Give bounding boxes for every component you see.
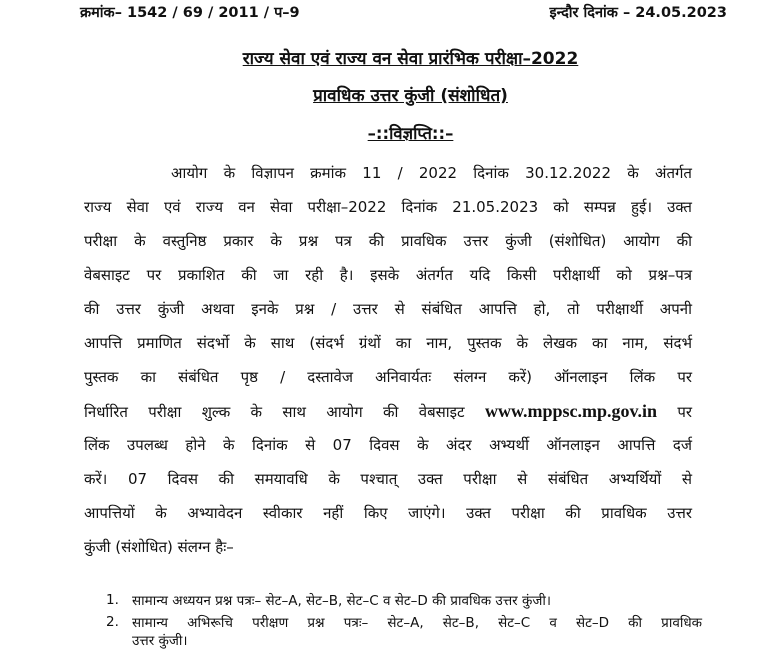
- place-date: इन्दौर दिनांक – 24.05.2023: [549, 5, 727, 21]
- attachment-list: [106, 592, 702, 650]
- body-line: कुंजी (संशोधित) संलग्न हैः–: [84, 538, 234, 556]
- list-number: 2.: [106, 614, 119, 630]
- list-number: 1.: [106, 592, 119, 608]
- body-line: लिंक उपलब्ध होने के दिनांक से 07 दिवस के अंदर अभ्यर्थी ऑनलाइन आपत्ति दर्ज: [84, 436, 692, 454]
- reference-line: [80, 2, 727, 22]
- notice-subtitle: प्रावधिक उत्तर कुंजी (संशोधित): [313, 86, 508, 106]
- list-text: सामान्य अभिरूचि परीक्षण प्रश्न पत्रः– सेट–A, सेट–B, सेट–C व सेट–D की प्रावधिक: [132, 615, 702, 631]
- notice-title: राज्य सेवा एवं राज्य वन सेवा प्रारंभिक परीक्षा–2022: [242, 49, 579, 69]
- body-line: आपत्तियों के अभ्यावेदन स्वीकार नहीं किए जाएंगे। उक्त परीक्षा की प्रावधिक उत्तर: [84, 504, 692, 522]
- body-line: की उत्तर कुंजी अथवा इनके प्रश्न / उत्तर से संबंधित आपत्ति हो, तो परीक्षार्थी अपनी: [84, 300, 692, 318]
- list-item: [106, 592, 702, 610]
- body-line: पुस्तक का संबंधित पृष्ठ / दस्तावेज अनिवार्यतः संलग्न करें) ऑनलाइन लिंक पर: [84, 368, 692, 386]
- website-link[interactable]: www.mppsc.mp.gov.in: [484, 401, 657, 421]
- body-line: आपत्ति प्रमाणित संदर्भो के साथ (संदर्भ ग्रंथों का नाम, पुस्तक के लेखक का नाम, संदर्भ: [84, 334, 692, 352]
- body-line: आयोग के विज्ञापन क्रमांक 11 / 2022 दिनांक 30.12.2022 के अंतर्गत: [171, 164, 692, 182]
- notice-label: –::विज्ञप्ति::–: [367, 124, 454, 143]
- reference-number: क्रमांक– 1542 / 69 / 2011 / प–9: [80, 5, 300, 21]
- body-line-text: पर: [677, 403, 692, 421]
- notice-body: [84, 163, 692, 571]
- body-line-website: [84, 401, 692, 435]
- list-text-cont: उत्तर कुंजी।: [132, 633, 188, 649]
- body-line: परीक्षा के वस्तुनिष्ठ प्रकार के प्रश्न पत्र की प्रावधिक उत्तर कुंजी (संशोधित) आयोग की: [84, 232, 692, 250]
- list-item: [106, 614, 702, 650]
- body-line: राज्य सेवा एवं राज्य वन सेवा परीक्षा–2022 दिनांक 21.05.2023 को सम्पन्न हुई। उक्त: [84, 198, 692, 216]
- body-line: वेबसाइट पर प्रकाशित की जा रही है। इसके अंतर्गत यदि किसी परीक्षार्थी को प्रश्न–पत्र: [84, 266, 692, 284]
- body-line: करें। 07 दिवस की समयावधि के पश्चात् उक्त परीक्षा से संबंधित अभ्यर्थियों से: [84, 470, 692, 488]
- body-line-text: निर्धारित परीक्षा शुल्क के साथ आयोग की वेबसाइट: [84, 403, 465, 421]
- list-text: सामान्य अध्ययन प्रश्न पत्रः– सेट–A, सेट–B, सेट–C व सेट–D की प्रावधिक उत्तर कुंजी।: [132, 593, 551, 609]
